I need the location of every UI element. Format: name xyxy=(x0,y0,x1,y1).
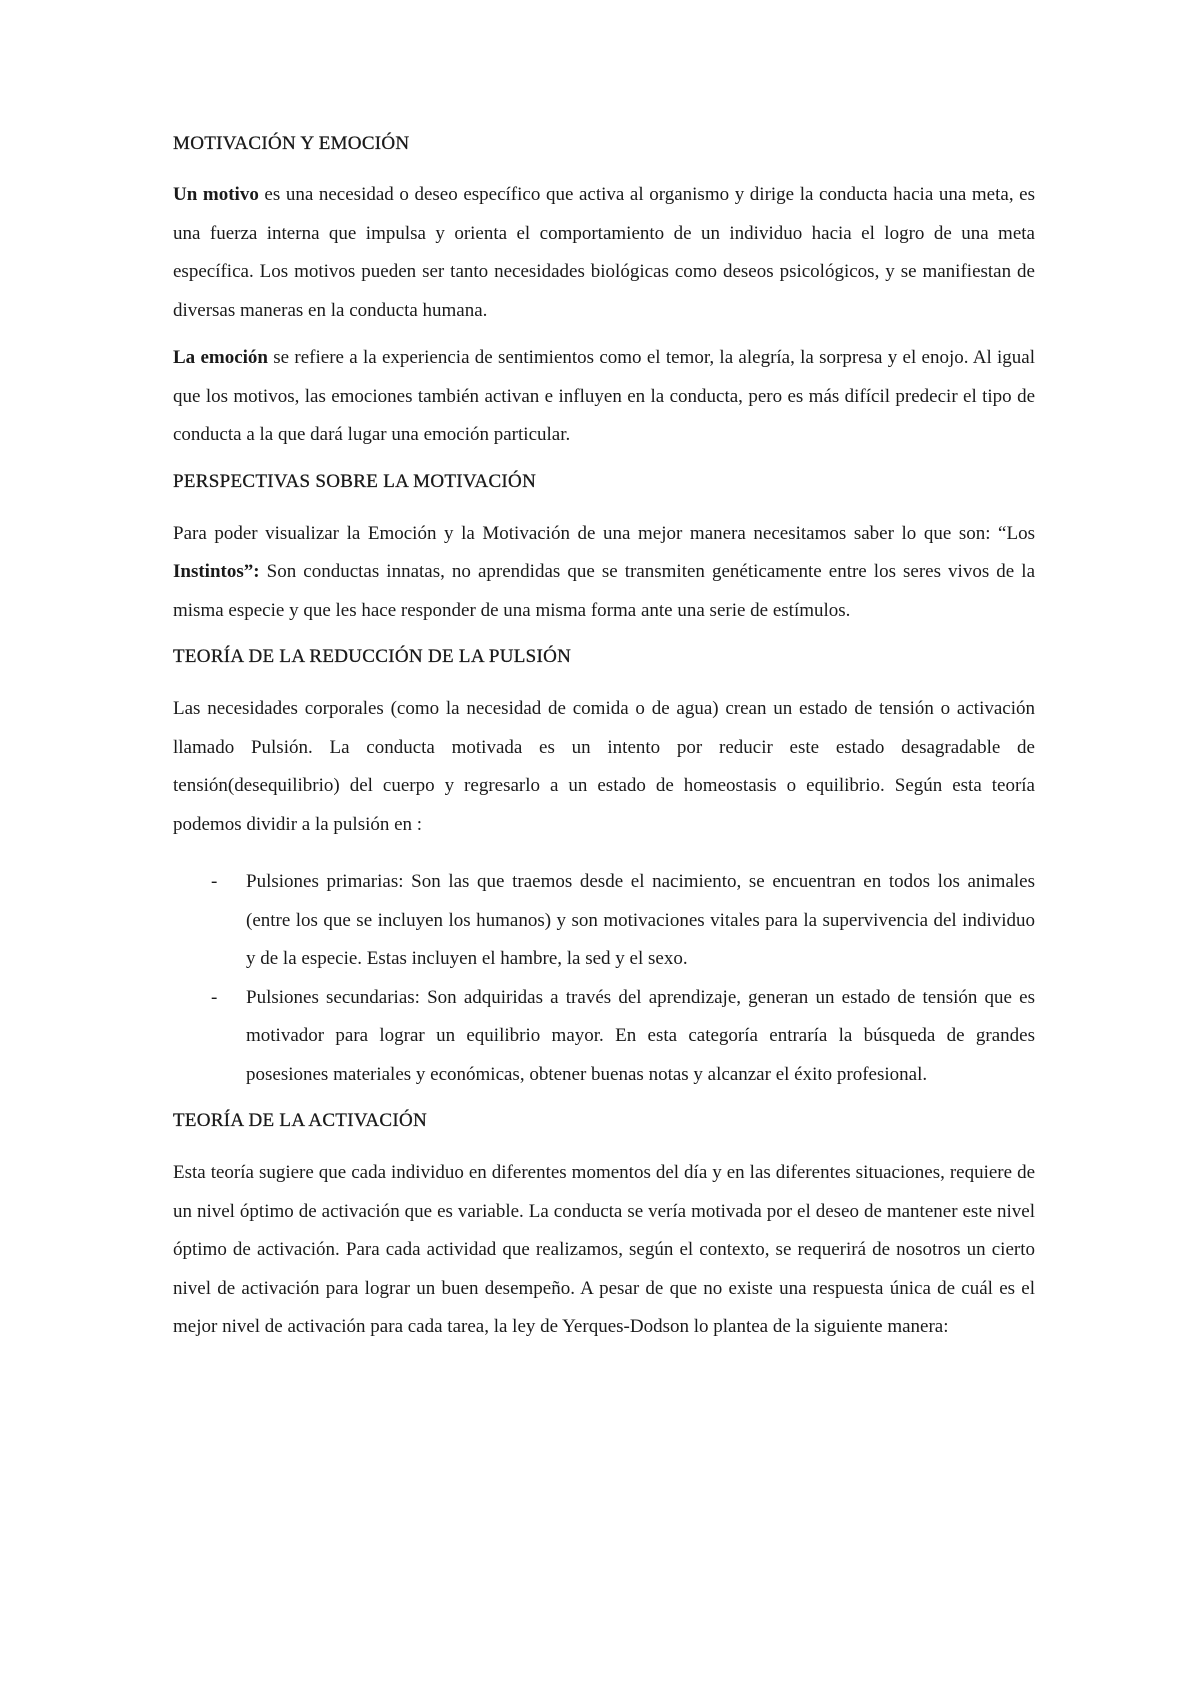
list-item-text: Pulsiones primarias: Son las que traemos desde el nacimiento, se encuentran en todos los animales (entre los que se incluyen los humanos) y son motivaciones vitales para la supervivencia del individuo y de la especie. Estas incluyen el hambre, la sed y el sexo. xyxy=(246,871,1035,969)
term-emocion: La emoción xyxy=(173,347,268,368)
paragraph-pulsion: Las necesidades corporales (como la necesidad de comida o de agua) crean un estado de tensión o activación llamado Pulsión. La conducta motivada es un intento por reducir este estado desagradable de tensión(desequilibrio) del cuerpo y regresarlo a un estado de homeostasis o equilibrio. Según esta teoría podemos dividir a la pulsión en : xyxy=(173,698,1035,835)
heading-motivacion-emocion: MOTIVACIÓN Y EMOCIÓN xyxy=(173,133,410,154)
heading-reduccion-pulsion: TEORÍA DE LA REDUCCIÓN DE LA PULSIÓN xyxy=(173,646,572,667)
paragraph-motivo xyxy=(173,176,1035,330)
paragraph-instintos-text-before: Para poder visualizar la Emoción y la Motivación de una mejor manera necesitamos saber lo que son: “Los xyxy=(173,522,1035,544)
heading-perspectivas: PERSPECTIVAS SOBRE LA MOTIVACIÓN xyxy=(173,470,537,492)
paragraph-emocion xyxy=(173,339,1035,455)
paragraph-activacion: Esta teoría sugiere que cada individuo en diferentes momentos del día y en las diferentes situaciones, requiere de un nivel óptimo de activación que es variable. La conducta se vería motivada por el deseo de mantener este nivel óptimo de activación. Para cada actividad que realizamos, según el contexto, se requerirá de nosotros un cierto nivel de activación para lograr un buen desempeño. A pesar de que no existe una respuesta única de cuál es el mejor nivel de activación para cada tarea, la ley de Yerques-Dodson lo plantea de la siguiente manera: xyxy=(173,1162,1035,1337)
list-item-text: Pulsiones secundarias: Son adquiridas a través del aprendizaje, generan un estado de tensión que es motivador para lograr un equilibrio mayor. En esta categoría entraría la búsqueda de grandes posesiones materiales y económicas, obtener buenas notas y alcanzar el éxito profesional. xyxy=(246,986,1035,1085)
term-motivo: Un motivo xyxy=(173,184,259,205)
paragraph-emocion-text: se refiere a la experiencia de sentimientos como el temor, la alegría, la sorpresa y el enojo. Al igual que los motivos, las emociones también activan e influyen en la conducta, pero es más difícil predecir el tipo de conducta a la que dará lugar una emoción particular. xyxy=(173,347,1035,445)
paragraph-instintos xyxy=(173,515,1035,631)
heading-activacion: TEORÍA DE LA ACTIVACIÓN xyxy=(173,1110,428,1131)
term-instintos: Instintos”: xyxy=(173,561,260,582)
paragraph-motivo-text: es una necesidad o deseo específico que activa al organismo y dirige la conducta hacia una meta, es una fuerza interna que impulsa y orienta el comportamiento de un individuo hacia el logro de una meta específica. Los motivos pueden ser tanto necesidades biológicas como deseos psicológicos, y se manifiestan de diversas maneras en la conducta humana. xyxy=(173,184,1035,321)
list-item-pulsiones-secundarias xyxy=(173,979,1035,1095)
pulsion-list xyxy=(173,863,1035,1094)
document-page xyxy=(173,128,1035,1347)
list-dash: - xyxy=(211,871,218,892)
list-dash: - xyxy=(211,986,218,1008)
paragraph-instintos-text-after: Son conductas innatas, no aprendidas que se transmiten genéticamente entre los seres vivos de la misma especie y que les hace responder de una misma forma ante una serie de estímulos. xyxy=(173,561,1035,621)
list-item-pulsiones-primarias xyxy=(173,863,1035,979)
